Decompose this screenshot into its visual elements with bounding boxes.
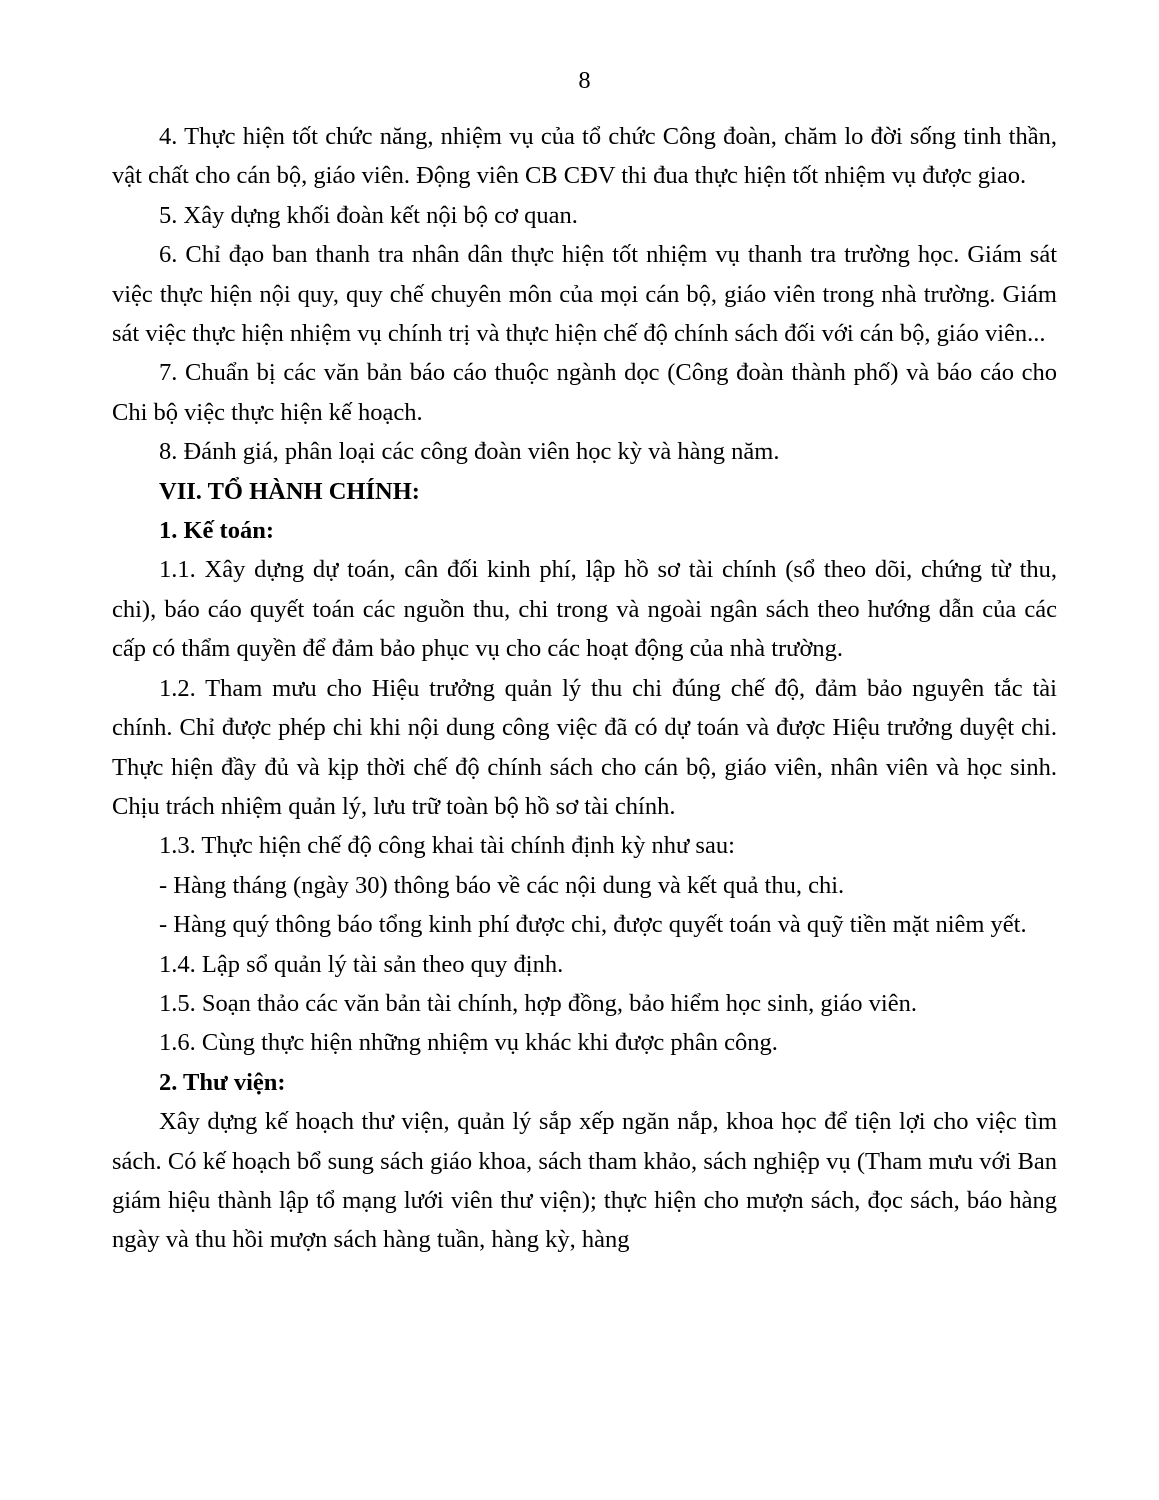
paragraph-1-6: 1.6. Cùng thực hiện những nhiệm vụ khác khi được phân công. xyxy=(159,1029,778,1057)
list-item-monthly: - Hàng tháng (ngày 30) thông báo về các nội dung và kết quả thu, chi. xyxy=(159,871,845,899)
paragraph-1-3: 1.3. Thực hiện chế độ công khai tài chính định kỳ như sau: xyxy=(159,832,735,860)
subsection-heading-thu-vien: 2. Thư viện: xyxy=(159,1068,286,1096)
section-heading-vii: VII. TỔ HÀNH CHÍNH: xyxy=(159,477,420,505)
paragraph-1-1: 1.1. Xây dựng dự toán, cân đối kinh phí, lập hồ sơ tài chính (sổ theo dõi, chứng từ thu, chi), báo cáo quyết toán các nguồn thu, chi trong và ngoài ngân sách theo hướng dẫn của các cấp có thẩm quyền để đảm bảo phục vụ cho các hoạt động của nhà trường. xyxy=(112,556,1057,663)
document-body xyxy=(112,117,1057,1260)
paragraph-1-2: 1.2. Tham mưu cho Hiệu trưởng quản lý thu chi đúng chế độ, đảm bảo nguyên tắc tài chính. Chỉ được phép chi khi nội dung công việc đã có dự toán và được Hiệu trưởng duyệt chi. Thực hiện đầy đủ và kịp thời chế độ chính sách cho cán bộ, giáo viên, nhân viên và học sinh. Chịu trách nhiệm quản lý, lưu trữ toàn bộ hồ sơ tài chính. xyxy=(112,674,1057,820)
paragraph-1-4: 1.4. Lập sổ quản lý tài sản theo quy định. xyxy=(159,950,564,978)
paragraph-1-5: 1.5. Soạn thảo các văn bản tài chính, hợp đồng, bảo hiểm học sinh, giáo viên. xyxy=(159,989,917,1017)
paragraph-4: 4. Thực hiện tốt chức năng, nhiệm vụ của tổ chức Công đoàn, chăm lo đời sống tinh thần, vật chất cho cán bộ, giáo viên. Động viên CB CĐV thi đua thực hiện tốt nhiệm vụ được giao. xyxy=(112,123,1057,190)
paragraph-library: Xây dựng kế hoạch thư viện, quản lý sắp xếp ngăn nắp, khoa học để tiện lợi cho việc tìm sách. Có kế hoạch bổ sung sách giáo khoa, sách tham khảo, sách nghiệp vụ (Tham mưu với Ban giám hiệu thành lập tổ mạng lưới viên thư viện); thực hiện cho mượn sách, đọc sách, báo hàng ngày và thu hồi mượn sách hàng tuần, hàng kỳ, hàng xyxy=(112,1108,1057,1254)
page-number: 8 xyxy=(578,67,591,94)
subsection-heading-ke-toan: 1. Kế toán: xyxy=(159,517,274,545)
paragraph-6: 6. Chỉ đạo ban thanh tra nhân dân thực hiện tốt nhiệm vụ thanh tra trường học. Giám sát việc thực hiện nội quy, quy chế chuyên môn của mọi cán bộ, giáo viên trong nhà trường. Giám sát việc thực hiện nhiệm vụ chính trị và thực hiện chế độ chính sách đối với cán bộ, giáo viên... xyxy=(112,241,1057,348)
paragraph-5: 5. Xây dựng khối đoàn kết nội bộ cơ quan. xyxy=(159,201,578,229)
paragraph-8: 8. Đánh giá, phân loại các công đoàn viên học kỳ và hàng năm. xyxy=(159,438,780,466)
paragraph-7: 7. Chuẩn bị các văn bản báo cáo thuộc ngành dọc (Công đoàn thành phố) và báo cáo cho Chi bộ việc thực hiện kế hoạch. xyxy=(112,359,1057,426)
list-item-quarterly: - Hàng quý thông báo tổng kinh phí được chi, được quyết toán và quỹ tiền mặt niêm yết. xyxy=(159,911,1027,939)
